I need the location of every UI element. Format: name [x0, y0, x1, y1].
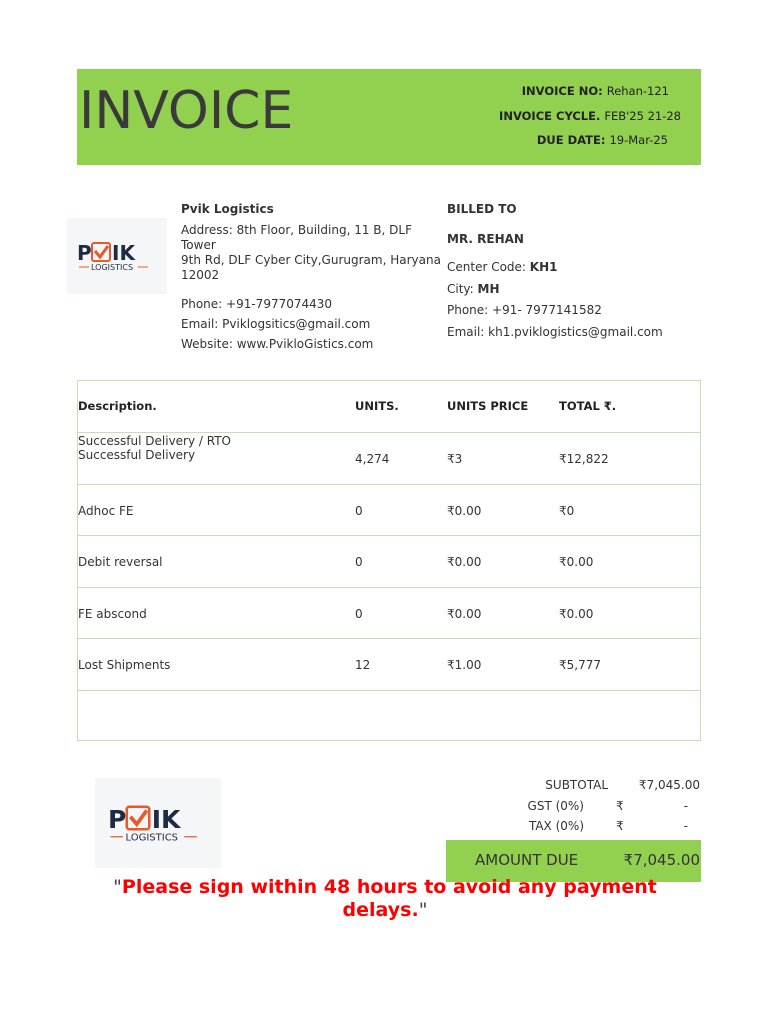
- pvik-logo-icon: [108, 798, 208, 848]
- row-units: 0: [355, 503, 363, 518]
- svg-text:LOGISTICS: LOGISTICS: [125, 832, 179, 844]
- subtotal-row: [500, 778, 700, 796]
- row-price: ₹0.00: [447, 606, 482, 621]
- header-units: UNITS.: [355, 399, 399, 413]
- table-row: [78, 639, 700, 691]
- row-price: ₹0.00: [447, 555, 482, 569]
- company-address-line3: 12002: [181, 268, 220, 282]
- customer-name: MR. REHAN: [447, 232, 524, 246]
- row-description: [78, 434, 231, 462]
- subtotal-label: SUBTOTAL: [545, 778, 608, 792]
- table-row: [78, 588, 700, 640]
- company-phone: Phone: +91-7977074430: [181, 297, 333, 311]
- tax-value: -: [683, 819, 688, 833]
- due-date-label: DUE DATE:: [536, 133, 606, 147]
- svg-text:LOGISTICS: LOGISTICS: [91, 263, 134, 272]
- row-units: 12: [355, 658, 371, 672]
- row-units: 0: [355, 606, 363, 621]
- svg-text:P: P: [77, 241, 92, 265]
- svg-text:P: P: [108, 805, 127, 834]
- gst-row: [500, 799, 700, 817]
- row-units: 0: [355, 555, 363, 569]
- notice-text: Please sign within 48 hours to avoid any payment delays.: [121, 876, 657, 921]
- company-email: Email: Pviklogsitics@gmail.com: [181, 317, 371, 331]
- header-unit-price: UNITS PRICE: [447, 399, 529, 413]
- gst-value: -: [683, 799, 688, 813]
- row-price: ₹0.00: [447, 503, 482, 518]
- subtotal-value: ₹7,045.00: [638, 778, 700, 792]
- row-units: 4,274: [355, 452, 390, 466]
- invoice-number-value: Rehan-121: [606, 84, 669, 98]
- row-price: ₹1.00: [447, 658, 482, 672]
- company-logo: [67, 218, 167, 294]
- row-description: Debit reversal: [78, 555, 163, 569]
- center-code-value: KH1: [529, 260, 558, 274]
- header-description: Description.: [78, 399, 157, 413]
- billed-to: [447, 202, 697, 346]
- due-date-value: 19-Mar-25: [609, 133, 668, 147]
- invoice-cycle-label: INVOICE CYCLE.: [499, 109, 601, 123]
- invoice-cycle-value: FEB'25 21-28: [604, 109, 681, 123]
- center-code-label: Center Code:: [447, 260, 526, 274]
- due-date: [537, 133, 668, 147]
- city: [447, 282, 697, 297]
- city-value: MH: [477, 281, 500, 296]
- center-code: [447, 260, 697, 275]
- table-row: [78, 485, 700, 537]
- invoice-number: [522, 84, 669, 98]
- row-description: FE abscond: [78, 606, 147, 621]
- svg-text:IK: IK: [112, 241, 135, 265]
- amount-due-label: AMOUNT DUE: [475, 851, 579, 869]
- row-description: Lost Shipments: [78, 658, 171, 672]
- row-description-line2: Successful Delivery: [78, 448, 196, 462]
- billed-to-heading: BILLED TO: [447, 202, 517, 216]
- tax-currency: ₹: [616, 819, 624, 833]
- gst-currency: ₹: [616, 799, 624, 813]
- company-address-line1: Address: 8th Floor, Building, 11 B, DLF Tower: [181, 223, 412, 252]
- row-total: ₹12,822: [559, 452, 609, 466]
- pvik-logo-icon: [77, 236, 157, 276]
- signature-notice: [80, 876, 690, 922]
- line-items-table: [77, 380, 701, 741]
- notice-close-quote: ": [418, 899, 428, 921]
- row-total: ₹0.00: [559, 606, 594, 621]
- row-total: ₹5,777: [559, 658, 601, 672]
- company-logo-footer: [95, 778, 221, 868]
- invoice-number-label: INVOICE NO:: [521, 84, 603, 98]
- company-address-line2: 9th Rd, DLF Cyber City,Gurugram, Haryana: [181, 253, 441, 267]
- row-total: ₹0: [559, 503, 575, 518]
- tax-label: TAX (0%): [528, 819, 584, 833]
- svg-text:IK: IK: [151, 805, 181, 834]
- row-price: ₹3: [447, 452, 463, 466]
- header-total: TOTAL ₹.: [559, 399, 617, 413]
- company-details: [181, 202, 441, 357]
- customer-phone: Phone: +91- 7977141582: [447, 303, 602, 317]
- table-row: [78, 536, 700, 588]
- row-total: ₹0.00: [559, 555, 594, 569]
- row-description-line1: Successful Delivery / RTO: [78, 434, 232, 448]
- company-name: Pvik Logistics: [181, 202, 274, 216]
- tax-row: [500, 819, 700, 837]
- notice-open-quote: ": [113, 876, 122, 898]
- amount-due-value: ₹7,045.00: [623, 851, 700, 869]
- table-row: [78, 433, 700, 485]
- customer-email: Email: kh1.pviklogistics@gmail.com: [447, 324, 663, 339]
- row-description: Adhoc FE: [78, 503, 134, 518]
- invoice-title: INVOICE: [79, 81, 294, 141]
- invoice-cycle: [499, 109, 681, 123]
- city-label: City:: [447, 281, 474, 296]
- gst-label: GST (0%): [527, 799, 584, 813]
- company-website: Website: www.PvikloGistics.com: [181, 337, 374, 351]
- invoice-header: [77, 69, 701, 165]
- table-header: [78, 381, 700, 433]
